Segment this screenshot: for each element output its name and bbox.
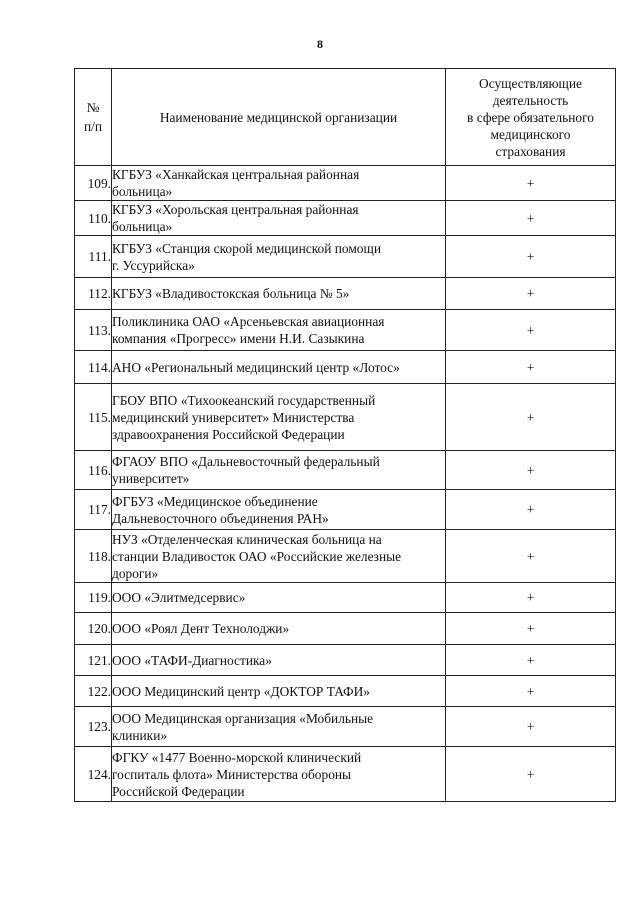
insurance-flag: + <box>446 645 616 676</box>
organization-name <box>112 351 446 384</box>
insurance-flag: + <box>446 310 616 351</box>
header-organization-name: Наименование медицинской организации <box>112 69 446 166</box>
organization-name-line: ГБОУ ВПО «Тихоокеанский государственный <box>112 392 376 408</box>
insurance-flag: + <box>446 613 616 645</box>
organization-name <box>112 530 446 583</box>
organization-name <box>112 451 446 490</box>
row-number: 111. <box>75 236 112 278</box>
table-row <box>75 490 616 530</box>
insurance-flag: + <box>446 707 616 747</box>
insurance-flag: + <box>446 451 616 490</box>
organization-name <box>112 278 446 310</box>
organization-name-line: ФГАОУ ВПО «Дальневосточный федеральный <box>112 454 380 469</box>
insurance-flag: + <box>446 351 616 384</box>
row-number: 112. <box>75 278 112 310</box>
table-row <box>75 201 616 236</box>
organization-name-line: КГБУЗ «Станция скорой медицинской помощи <box>112 240 381 256</box>
header-insurance-activity <box>446 69 616 166</box>
organization-name-line: АНО «Региональный медицинский центр «Лотос» <box>112 359 400 375</box>
row-number: 118. <box>75 530 112 583</box>
organization-name-line: ООО «Роял Дент Технолоджи» <box>112 621 290 636</box>
table-header-row <box>75 69 616 166</box>
insurance-flag: + <box>446 490 616 530</box>
organization-name-line: КГБУЗ «Владивостокская больница № 5» <box>112 286 350 301</box>
header-number <box>75 69 112 166</box>
organization-name <box>112 166 446 201</box>
organization-name-line: госпиталь флота» Министерства обороны <box>112 766 352 782</box>
table-row <box>75 707 616 747</box>
organization-name <box>112 310 446 351</box>
table-row <box>75 236 616 278</box>
organization-name-line: медицинский университет» Министерства <box>112 409 355 425</box>
organization-name-line: НУЗ «Отделенческая клиническая больница на <box>112 531 382 547</box>
organization-name-line: ФГБУЗ «Медицинское объединение <box>112 493 318 509</box>
insurance-flag: + <box>446 278 616 310</box>
organization-name-line: ФГКУ «1477 Военно-морской клинический <box>112 749 362 765</box>
insurance-flag: + <box>446 201 616 236</box>
organization-name <box>112 747 446 802</box>
header-number-line: № <box>86 100 100 115</box>
table-row <box>75 676 616 707</box>
insurance-flag: + <box>446 676 616 707</box>
row-number: 115. <box>75 384 112 451</box>
organization-name-line: ООО Медицинский центр «ДОКТОР ТАФИ» <box>112 683 370 699</box>
organization-name-line: Поликлиника ОАО «Арсеньевская авиационная <box>112 314 385 329</box>
row-number: 114. <box>75 351 112 384</box>
header-number-line: п/п <box>83 119 103 134</box>
table-row <box>75 166 616 201</box>
table-row <box>75 530 616 583</box>
organization-name <box>112 613 446 645</box>
organization-name-line: больница» <box>112 219 173 234</box>
organization-name-line: здравоохранения Российской Федерации <box>112 426 345 442</box>
row-number: 117. <box>75 490 112 530</box>
table-row <box>75 351 616 384</box>
insurance-flag: + <box>446 384 616 451</box>
row-number: 122. <box>75 676 112 707</box>
organization-name-line: Дальневосточного объединения РАН» <box>112 510 329 526</box>
organizations-table <box>74 68 616 802</box>
organization-name <box>112 201 446 236</box>
organization-name <box>112 676 446 707</box>
row-number: 110. <box>75 201 112 236</box>
row-number: 109. <box>75 166 112 201</box>
page-number: 8 <box>317 37 323 51</box>
organization-name-line: КГБУЗ «Ханкайская центральная районная <box>112 167 360 182</box>
organization-name-line: ООО «Элитмедсервис» <box>112 590 246 605</box>
insurance-flag: + <box>446 236 616 278</box>
organization-name <box>112 384 446 451</box>
organization-name-line: университет» <box>112 471 190 486</box>
table-row <box>75 278 616 310</box>
row-number: 124. <box>75 747 112 802</box>
row-number: 123. <box>75 707 112 747</box>
organization-name <box>112 490 446 530</box>
row-number: 120. <box>75 613 112 645</box>
organization-name <box>112 707 446 747</box>
organization-name-line: Российской Федерации <box>112 783 245 799</box>
insurance-flag: + <box>446 583 616 613</box>
row-number: 119. <box>75 583 112 613</box>
table-row <box>75 451 616 490</box>
table-row <box>75 583 616 613</box>
header-flag-line: деятельность <box>492 92 569 108</box>
organization-name-line: дороги» <box>112 565 159 581</box>
organization-name <box>112 645 446 676</box>
row-number: 121. <box>75 645 112 676</box>
organization-name-line: клиники» <box>112 727 168 743</box>
organization-name <box>112 583 446 613</box>
header-flag-line: Осуществляющие <box>479 75 582 91</box>
table-row <box>75 613 616 645</box>
organization-name-line: компания «Прогресс» имени Н.И. Сазыкина <box>112 331 365 346</box>
organization-name-line: ООО Медицинская организация «Мобильные <box>112 710 374 726</box>
row-number: 113. <box>75 310 112 351</box>
header-flag-line: в сфере обязательного <box>467 109 594 125</box>
table-row <box>75 310 616 351</box>
organization-name-line: станции Владивосток ОАО «Российские железные <box>112 548 402 564</box>
row-number: 116. <box>75 451 112 490</box>
organization-name-line: КГБУЗ «Хорольская центральная районная <box>112 202 359 217</box>
table-row <box>75 384 616 451</box>
organization-name <box>112 236 446 278</box>
insurance-flag: + <box>446 530 616 583</box>
organization-name-line: больница» <box>112 184 173 199</box>
organization-name-line: ООО «ТАФИ-Диагностика» <box>112 652 272 668</box>
header-flag-line: медицинского <box>490 126 571 142</box>
organization-name-line: г. Уссурийска» <box>112 257 195 273</box>
header-flag-line: страхования <box>495 143 566 159</box>
table-row <box>75 747 616 802</box>
table-row <box>75 645 616 676</box>
insurance-flag: + <box>446 747 616 802</box>
insurance-flag: + <box>446 166 616 201</box>
